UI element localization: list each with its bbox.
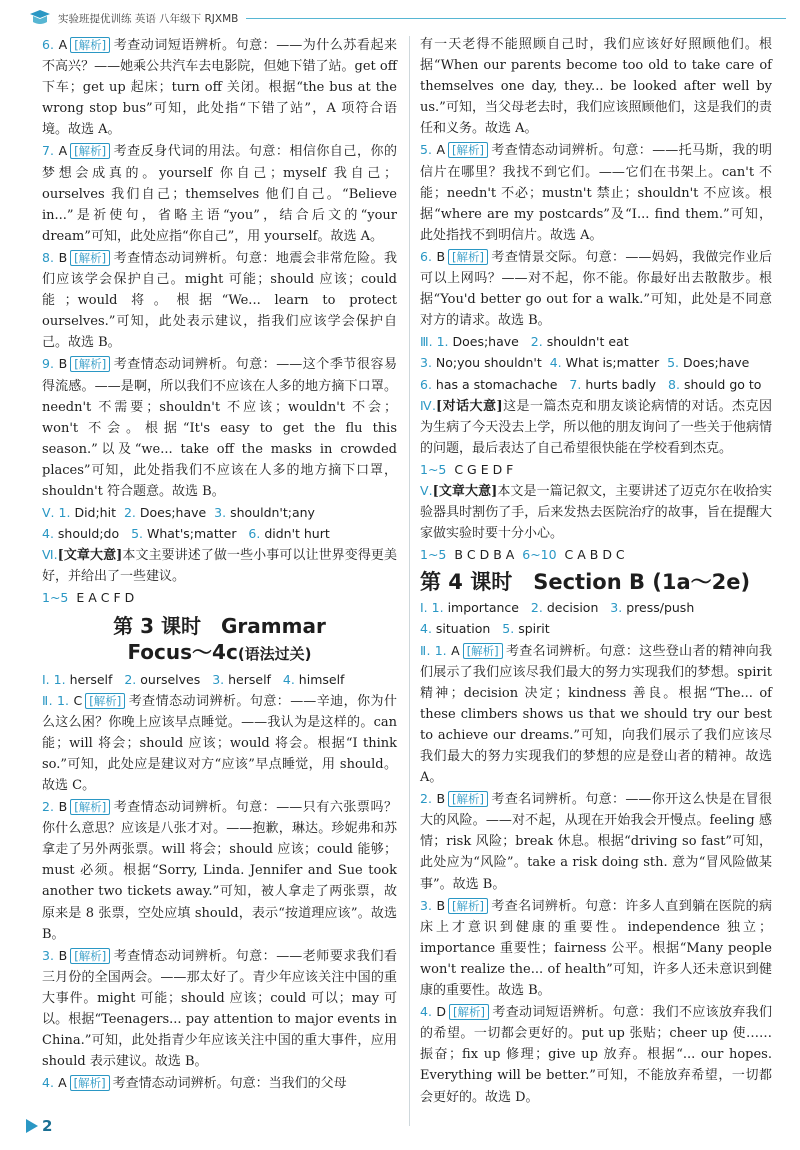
lesson-3-section-i: Ⅰ. 1. herself 2. ourselves 3. herself 4. himself: [42, 671, 345, 687]
answer-entry: 2. B [解析] 考查名词辨析。句意：——你开这么快是在冒很大的风险。——对不起，从现在开始我会开慢点。feeling 感情；risk 风险；break 休息。根据“driving so fast”可知，此处应为“风险”。take a risk doing sth. 意为“冒风险做某事”。故选 B。: [420, 791, 772, 892]
answer-entry: 7. A [解析] 考查反身代词的用法。句意：相信你自己，你的梦想会成真的。yourself 你自己；myself 我自己；ourselves 我们自己；themselves 他们自己。“Believe in...”是祈使句，省略主语“you”，结合后文的“your dream”可知，此处应指“你自己”，用 yourself。故选 A。: [42, 143, 397, 244]
answer-entry: 5. A [解析] 考查情态动词辨析。句意：——托马斯，我的明信片在哪里？我找不到它们。——它们在书架上。can't 不能；needn't 不必；mustn't 禁止；shouldn't 不应该。根据“where are my postcards”及“I... find them.”可知，此处指找不到明信片。故选 A。: [420, 142, 772, 243]
header-rule: [246, 18, 786, 19]
left-column: [42, 34, 397, 1094]
answer-entry: 6. A [解析] 考查动词短语辨析。句意：——为什么苏看起来不高兴？——她乘公共汽车去电影院，但她下错了站。get off 下车；get up 起床；turn off 关闭。根据“the bus at the wrong stop bus”可知，此处指“下错了站”，A 项符合语境。故选 A。: [42, 37, 397, 138]
lesson-4-title: 第 4 课时 Section B (1a～2e): [420, 570, 751, 595]
section-iv-summary: Ⅳ.[对话大意]这是一篇杰克和朋友谈论病情的对话。杰克因为生病了今天没去上学，所以他的朋友询问了一些关于他病情的问题，最后表达了自己希望很快能在学校看到杰克。: [420, 397, 772, 456]
answer-continuation: 有一天老得不能照顾自己时，我们应该好好照顾他们。根据“When our parents become too old to take care of themselves one day, they... be looked after well by us.”可知，当父母老去时，我们应该照顾他们，这是我们的责任和义务。故选 A。: [420, 37, 772, 137]
answer-entry: 4. A [解析] 考查情态动词辨析。句意：当我们的父母: [42, 1075, 347, 1092]
answer-entry: 8. B [解析] 考查情态动词辨析。句意：地震会非常危险。我们应该学会保护自己。might 可能；should 应该；could 能；would 将。根据“We... learn to protect ourselves.”可知，此处表示建议，指我们应该学会保护自己。故选 B。: [42, 249, 397, 351]
lesson-3-title: 第 3 课时 Grammar Focus～4c(语法过关): [113, 613, 326, 664]
answer-entry: 4. D [解析] 考查动词短语辨析。句意：我们不应该放弃我们的希望。一切都会更好的。put up 张贴；cheer up 使……振奋；fix up 修理；give up 放弃。根据“... our hopes. Everything will be better.”可知，不能放弃希望，一切都会更好的。故选 D。: [420, 1004, 772, 1105]
section-v-answers-right: 1~5 B C D B A 6~10 C A B D C: [420, 547, 625, 563]
section-vi-answers: 1~5 E A C F D: [42, 590, 135, 606]
answer-entry: Ⅱ. 1. A [解析] 考查名词辨析。句意：这些登山者的精神向我们展示了我们应该尽我们最大的努力实现我们的梦想。spirit 精神；decision 决定；kindness 善良。根据“The... of these climbers shows us that we should try our best to achieve our dreams.”可知，向我们展示了我们应该尽我们最大的努力实现我们的梦想的应是登山者的精神。故选 A。: [420, 642, 772, 786]
page-header: [28, 6, 786, 30]
answer-entry: 9. B [解析] 考查情态动词辨析。句意：——这个季节很容易得流感。——是啊，所以我们不应该在人多的地方摘下口罩。needn't 不需要；shouldn't 不应该；wouldn't 不会；won't 不会。根据“It's easy to get the flu this season.”以及“we... take off the masks in crowded places”可知，此处指我们不应该在人多的地方摘下口罩，shouldn't 符合题意。故选 B。: [42, 356, 397, 499]
answer-entry: 2. B [解析] 考查情态动词辨析。句意：——只有六张票吗？你什么意思？应该是八张才对。——抱歉，琳达。珍妮弗和苏拿走了另外两张票。will 将会；should 应该；could 能够；must 必须。根据“Sorry, Linda. Jennifer and Sue took another two tickets away.”可知，被人拿走了两张票，故原来是 8 张票，空处应填 should，表示“按道理应该”。故选 B。: [42, 799, 397, 942]
lesson-4-section-i: Ⅰ. 1. importance 2. decision 3. press/push 4. situation 5. spirit: [420, 600, 695, 637]
right-column: [420, 34, 772, 1108]
section-v-summary: Ⅴ.[文章大意]本文是一篇记叙文，主要讲述了迈克尔在收拾实验器具时割伤了手，后来发热去医院治疗的故事，旨在提醒大家做实验时要十分小心。: [420, 482, 772, 542]
page-marker-icon: [26, 1119, 38, 1133]
section-vi-summary: Ⅵ.[文章大意]本文主要讲述了做一些小事可以让世界变得更美好，并给出了一些建议。: [42, 547, 397, 585]
book-icon: [28, 8, 52, 28]
answer-entry: 3. B [解析] 考查情态动词辨析。句意：——老师要求我们看三月份的全国两会。——那太好了。青少年应该关注中国的重大事件。might 可能；should 应该；could 可以；may 可以。根据“Teenagers... pay attention to major events in China.”可知，此处指青少年应该关注中国的重大事件，应用 should 表示建议。故选 B。: [42, 947, 397, 1070]
section-iv-answers: 1~5 C G E D F: [420, 461, 514, 477]
section-v-answers: Ⅴ. 1. Did;hit 2. Does;have 3. shouldn't;any 4. should;do 5. What's;matter 6. didn't hurt: [42, 505, 330, 542]
answer-entry: 3. B [解析] 考查名词辨析。句意：许多人直到躺在医院的病床上才意识到健康的重要性。independence 独立；importance 重要性；fairness 公平。根据“Many people won't realize the... of health”可知，许多人还未意识到健康的重要性。故选 B。: [420, 897, 772, 999]
page-number: 2: [26, 1114, 52, 1138]
header-title: 实验班提优训练 英语 八年级下 RJXMB: [58, 12, 239, 25]
answer-entry: 6. B [解析] 考查情景交际。句意：——妈妈，我做完作业后可以上网吗？——对不起，你不能。你最好出去散散步。根据“You'd better go out for a walk.”可知，此处是不同意对方的请求。故选 B。: [420, 248, 772, 329]
section-iii-answers: Ⅲ. 1. Does;have 2. shouldn't eat 3. No;you shouldn't 4. What is;matter 5. Does;have 6. has a stomachache 7. hurts badly 8. should go to: [420, 334, 762, 392]
column-divider: [409, 36, 410, 1126]
answer-entry: Ⅱ. 1. C [解析] 考查情态动词辨析。句意：——辛迪，你为什么这么困？你晚上应该早点睡觉。——我认为是这样的。can 能；will 将会；should 应该；would 将会。根据“I think so.”可知，此处应是建议对方“应该”早点睡觉，用 should。故选 C。: [42, 692, 397, 793]
